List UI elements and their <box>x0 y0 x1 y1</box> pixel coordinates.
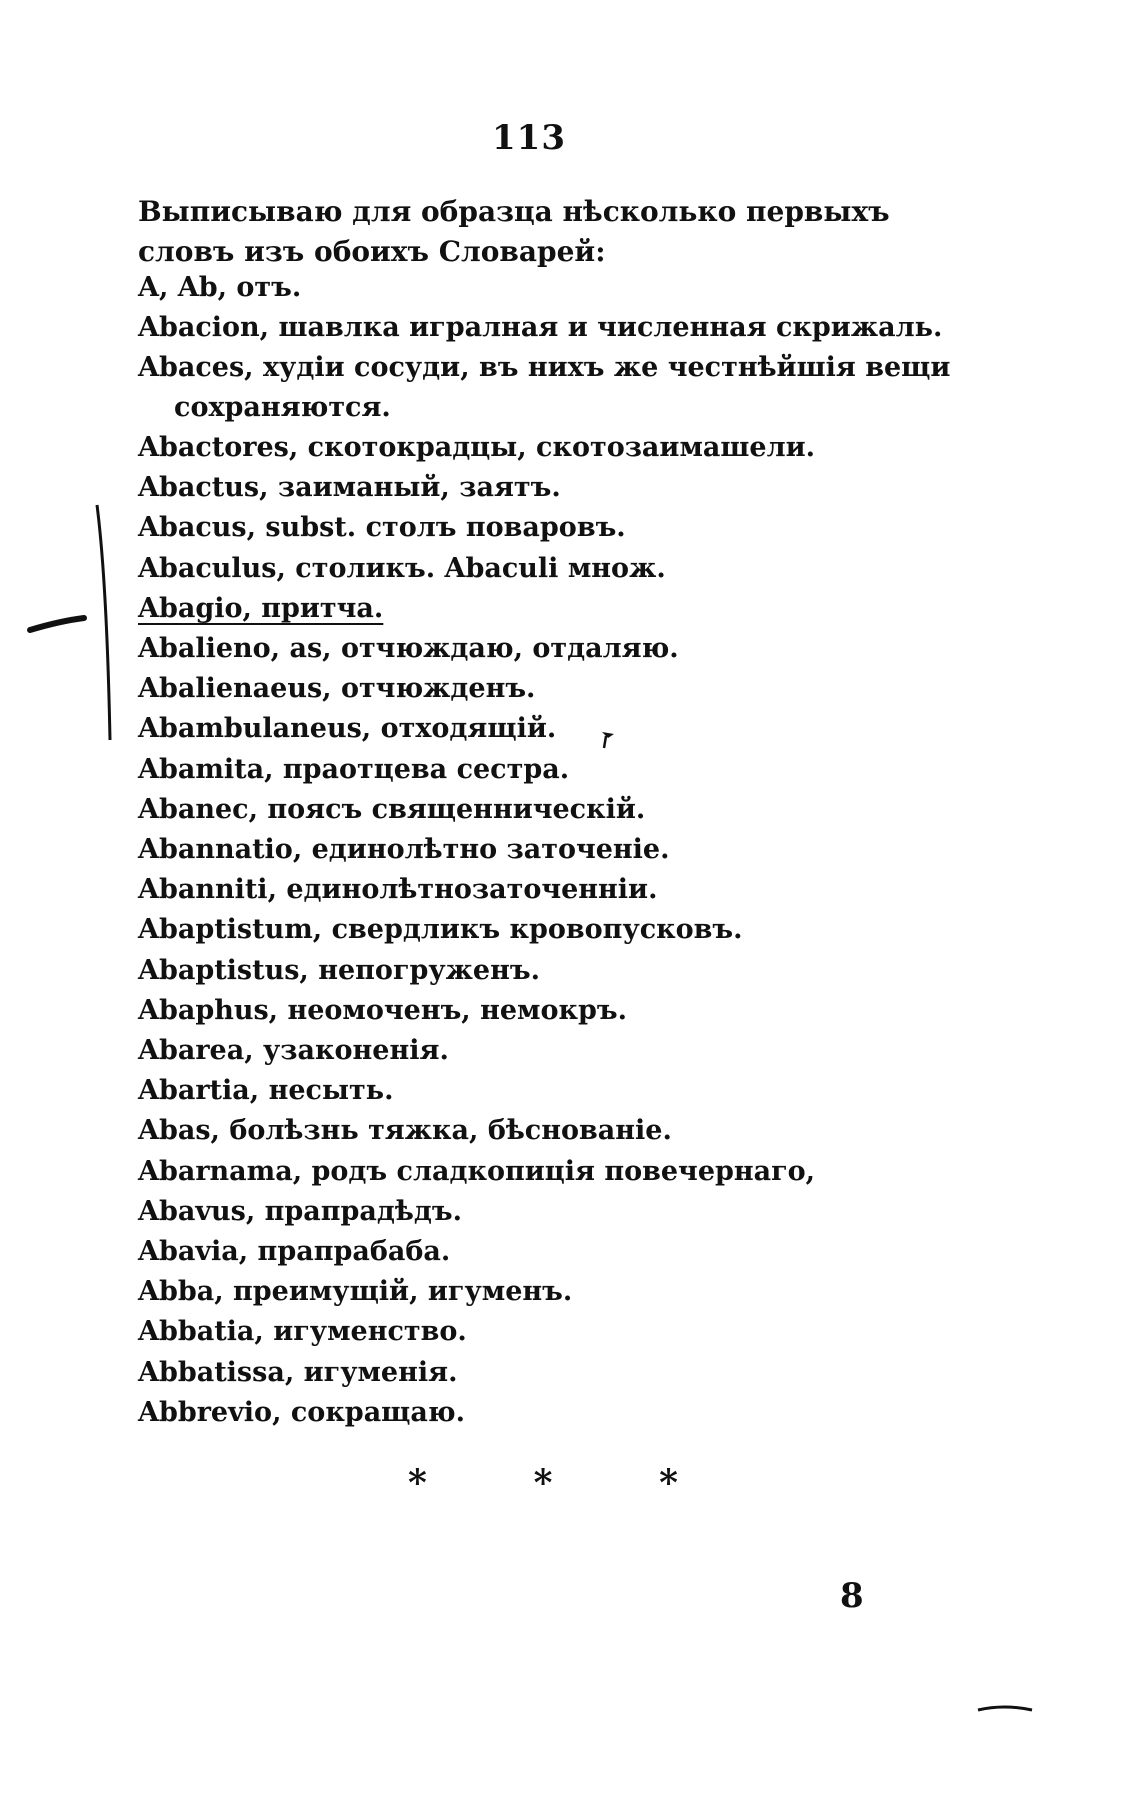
intro-paragraph: Выписываю для образца нѣсколько первыхъ словъ изъ обоихъ Словарей: <box>138 195 890 268</box>
dictionary-entry: Abavia, прапрабаба. <box>138 1236 451 1267</box>
dictionary-entry: Abaptistum, свердликъ кровопусковъ. <box>138 914 743 945</box>
dictionary-entry: Abalieno, as, отчюждаю, отдаляю. <box>138 633 679 664</box>
dictionary-entry: Abactus, заиманый, заятъ. <box>138 472 561 503</box>
dictionary-entry: Abarnama, родъ сладкопиція повечернаго, <box>138 1156 816 1187</box>
dictionary-entry: Abanniti, единолѣтнозаточенніи. <box>138 874 658 905</box>
dictionary-entry: Abagio, притча. <box>138 593 384 624</box>
asterisk: * <box>533 1462 553 1504</box>
dictionary-entry: Abba, преимущій, игуменъ. <box>138 1276 573 1307</box>
signature-mark: 8 <box>840 1576 864 1616</box>
asterisk: * <box>408 1462 427 1504</box>
dictionary-entry: Abbrevio, сокращаю. <box>138 1397 465 1428</box>
dictionary-entry: Abacus, subst. столъ поваровъ. <box>138 512 626 543</box>
dictionary-entry: Abavus, прапрадѣдъ. <box>138 1196 462 1227</box>
dictionary-entry: Abaphus, неомоченъ, немокръ. <box>138 995 627 1026</box>
dictionary-entry: Abbatissa, игуменія. <box>138 1357 458 1388</box>
dictionary-entry: Abamita, праотцева сестра. <box>138 754 570 785</box>
dictionary-entry: Abalienaeus, отчюжденъ. <box>138 673 536 704</box>
dictionary-entry: Abacion, шавлка игралная и численная скрижаль. <box>138 312 943 343</box>
dictionary-entry: Abactores, скотокрадцы, скотозаимашели. <box>138 432 816 463</box>
dictionary-entry: Abas, болѣзнь тяжка, бѣснованіе. <box>138 1115 672 1146</box>
dictionary-entry: Abarea, узаконенія. <box>138 1035 449 1066</box>
dictionary-entry: Abannatio, единолѣтно заточеніе. <box>138 834 670 865</box>
dictionary-entry: Abaptistus, непогруженъ. <box>138 955 540 986</box>
handwritten-margin-mark <box>0 0 140 780</box>
page-number: 113 <box>492 118 566 158</box>
dictionary-entry: Abambulaneus, отходящій. <box>138 713 557 744</box>
ink-blot-mark <box>598 728 622 752</box>
dictionary-entry: Abaculus, столикъ. Abaculi множ. <box>138 553 666 584</box>
dictionary-entry: Abbatia, игуменство. <box>138 1316 467 1347</box>
dictionary-entry: Abartia, несыть. <box>138 1075 394 1106</box>
entry-continuation: сохраняютcя. <box>174 392 391 423</box>
asterisk: * <box>659 1462 678 1504</box>
dictionary-entry: A, Ab, отъ. <box>138 272 302 303</box>
dictionary-entry: Abanec, поясъ священническій. <box>138 794 646 825</box>
decorative-flourish <box>976 1704 1034 1714</box>
dictionary-entry: Abaces, худіи сосуди, въ нихъ же честнѣйшія вещи сохраняютcя. <box>138 348 950 428</box>
section-break-asterisks <box>408 1462 678 1504</box>
